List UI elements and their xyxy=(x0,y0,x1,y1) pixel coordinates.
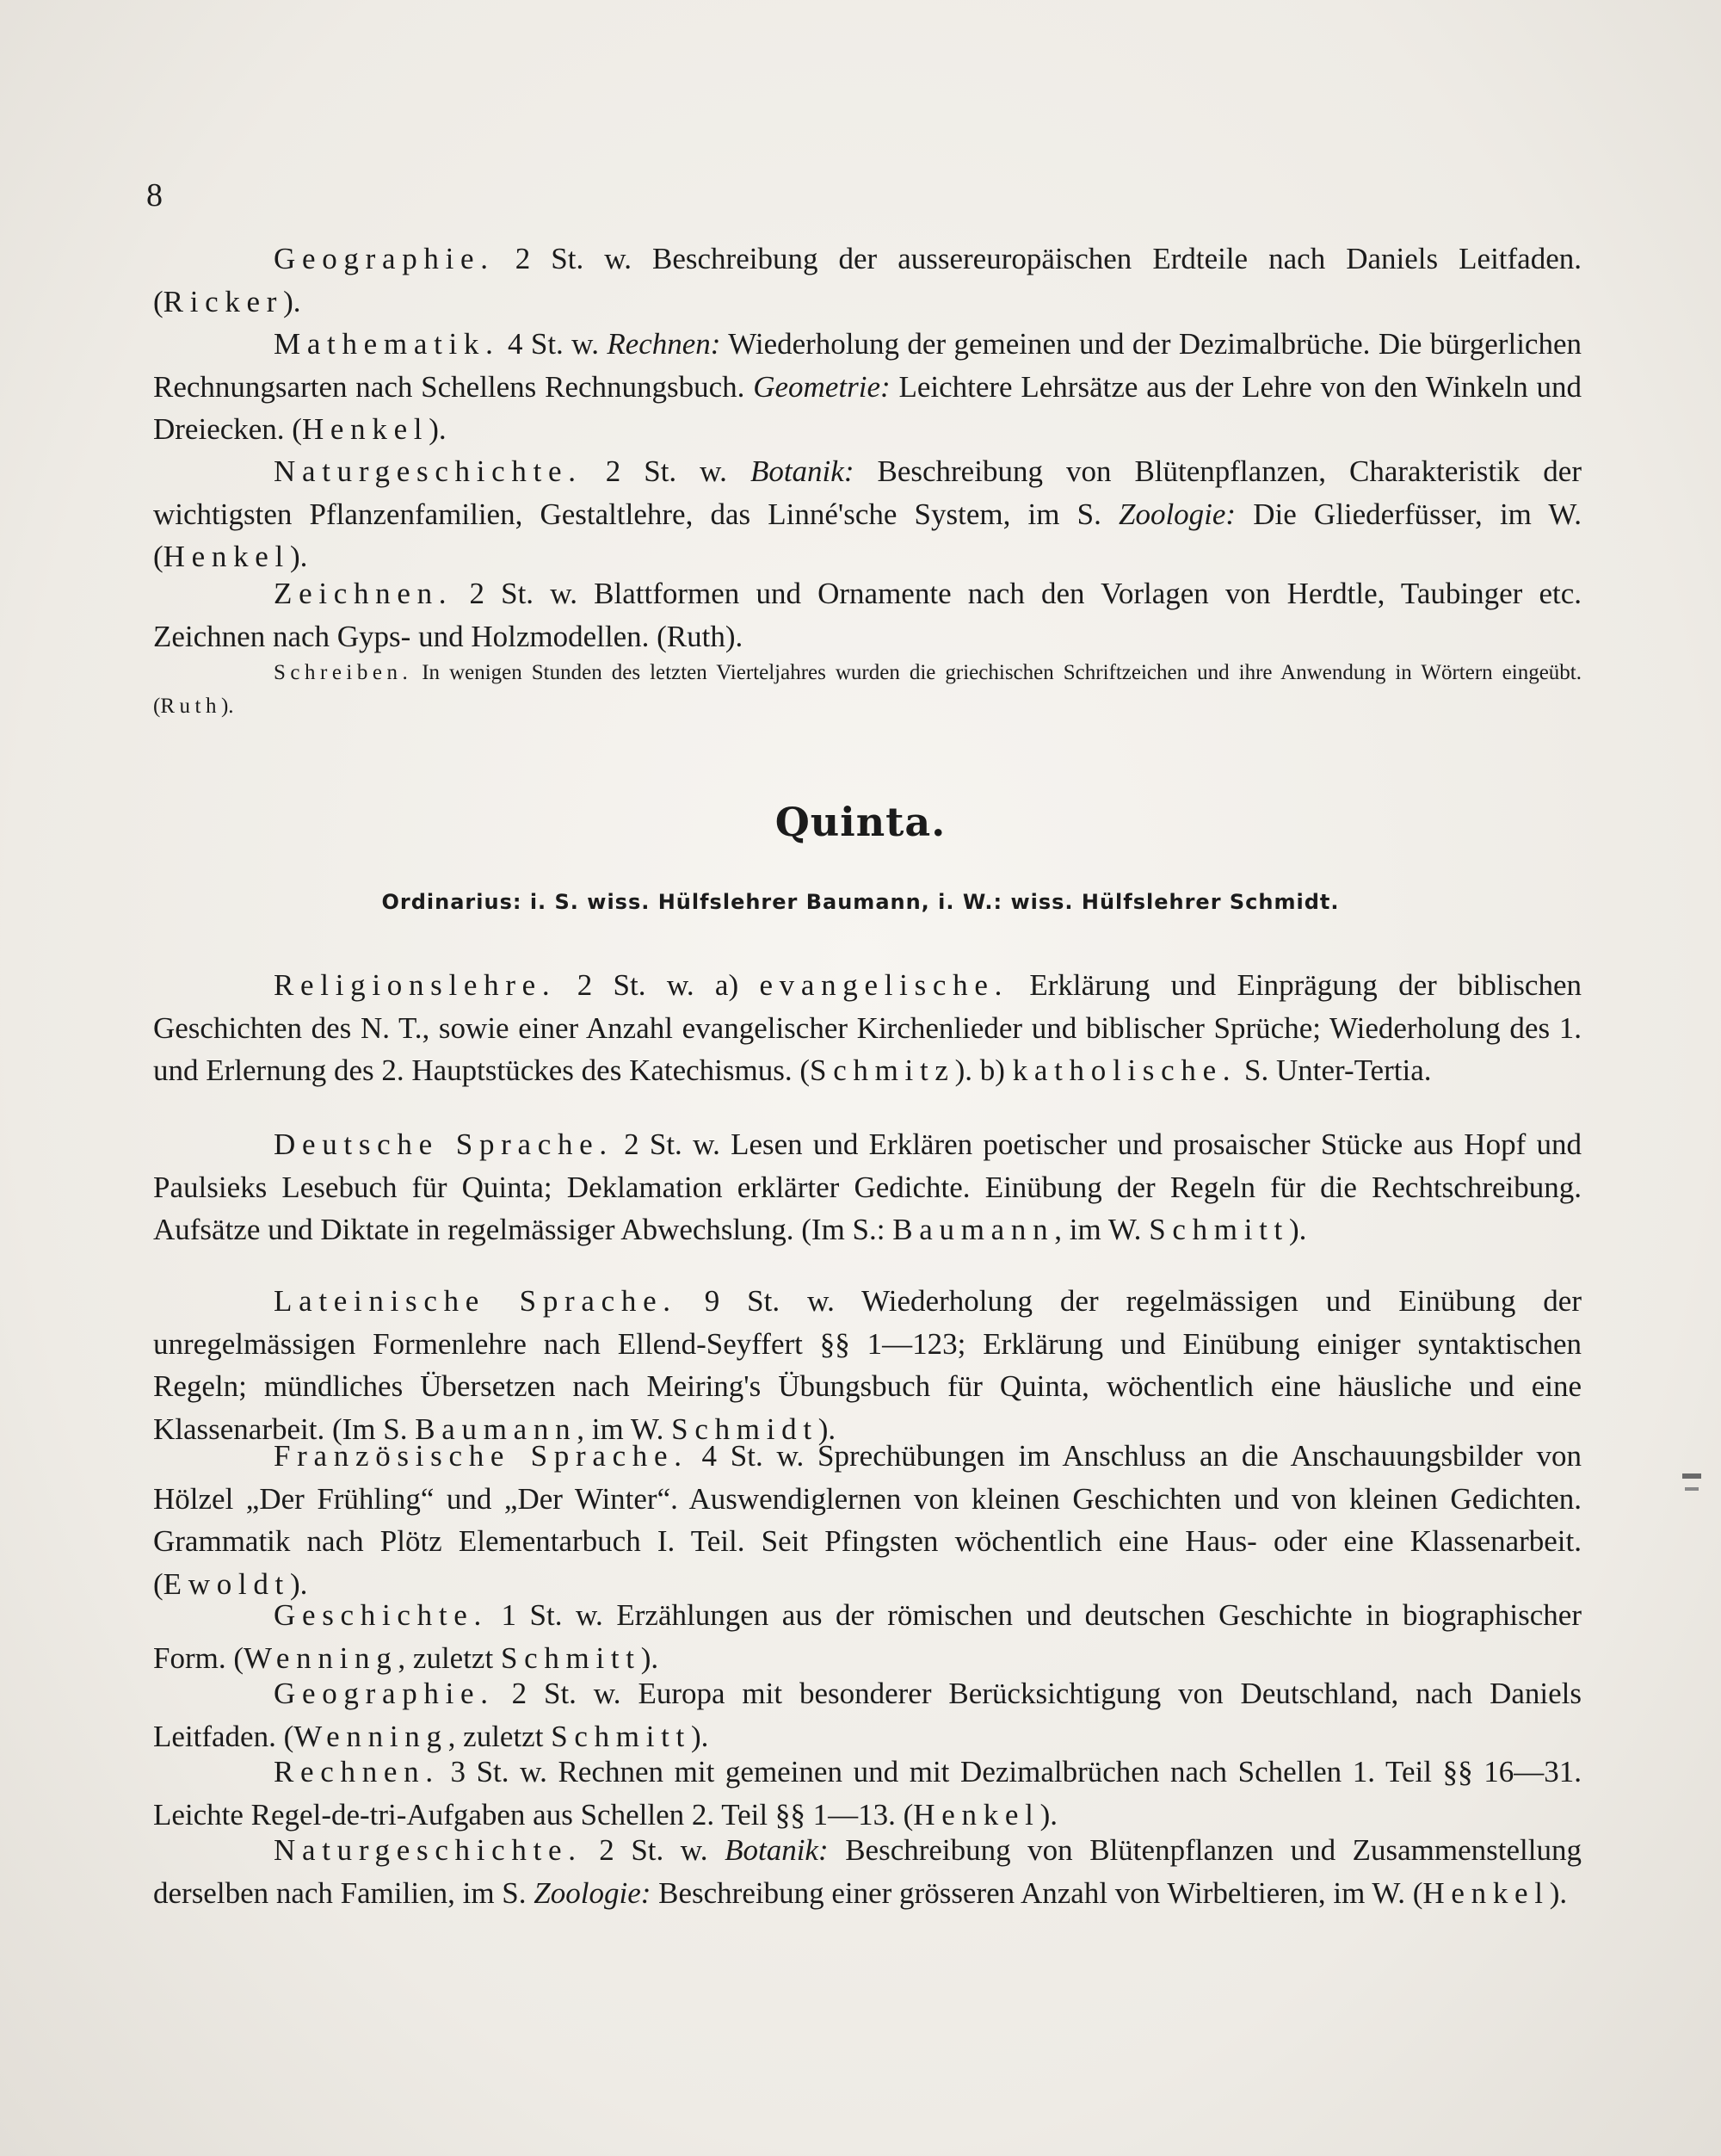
paragraph-text: ). xyxy=(220,695,234,718)
paragraph-text: , zuletzt xyxy=(447,1719,552,1753)
paragraph-text: Beschreibung von Blütenpflanzen und Zusammenstellung derselben nach Familien, im S. xyxy=(153,1833,1582,1910)
paragraph-text: ). xyxy=(289,540,308,573)
subject-heading: Geographie. xyxy=(274,1677,495,1710)
teacher-name: Ruth xyxy=(160,695,221,718)
subject-heading: Naturgeschichte. xyxy=(274,1833,583,1867)
topic-label: Botanik: xyxy=(725,1833,829,1867)
paragraph-mathematik xyxy=(153,323,1582,451)
paragraph-naturgeschichte-quinta xyxy=(153,1829,1582,1914)
teacher-name: Wenning xyxy=(244,1640,398,1675)
paragraph-geographie-upper xyxy=(153,238,1582,323)
teacher-name: Henkel xyxy=(301,412,429,446)
paragraph-zeichnen xyxy=(153,572,1582,658)
subject-heading: Geschichte. xyxy=(274,1598,488,1632)
teacher-name: Henkel xyxy=(1422,1875,1550,1910)
teacher-name: Schmitt xyxy=(500,1640,641,1675)
subject-heading: Zeichnen. xyxy=(274,577,453,610)
subject-heading: Rechnen. xyxy=(274,1755,440,1788)
paragraph-rechnen xyxy=(153,1751,1582,1836)
topic-label: Zoologie: xyxy=(534,1875,651,1910)
page-number: 8 xyxy=(146,177,163,213)
paragraph-religionslehre xyxy=(153,964,1582,1092)
topic-label: Rechnen: xyxy=(607,327,721,361)
subject-heading: Französische Sprache. xyxy=(274,1439,688,1473)
paragraph-geschichte xyxy=(153,1594,1582,1679)
paragraph-text: ). xyxy=(817,1412,836,1446)
teacher-name: Henkel xyxy=(163,540,290,573)
confession-label: evangelische. xyxy=(759,968,1009,1002)
margin-mark xyxy=(1685,1487,1699,1491)
subject-heading: Mathematik. xyxy=(274,327,500,361)
paragraph-schreiben xyxy=(153,656,1582,723)
subject-heading: Naturgeschichte. xyxy=(274,454,583,488)
teacher-name: Schmitt xyxy=(1149,1213,1289,1246)
paragraph-text: 2 St. w. Blattformen und Ornamente nach den Vorlagen von Herdtle, Taubinger etc. Zeichnen nach Gyps- und Holzmodellen. (Ruth). xyxy=(153,577,1582,653)
teacher-name: Schmitz xyxy=(810,1053,955,1087)
confession-label: katholische. xyxy=(1012,1053,1237,1087)
ordinarius-line: Ordinarius: i. S. wiss. Hülfslehrer Baumann, i. W.: wiss. Hülfslehrer Schmidt. xyxy=(381,890,1340,914)
subject-heading: Deutsche Sprache. xyxy=(274,1127,614,1161)
paragraph-text: ). xyxy=(1039,1797,1058,1832)
paragraph-text: 4 St. w. xyxy=(499,327,608,361)
topic-label: Botanik: xyxy=(749,454,854,488)
paragraph-text: 2 St. w. a) xyxy=(556,968,760,1002)
topic-label: Zoologie: xyxy=(1118,497,1237,531)
subject-heading: Lateinische Sprache. xyxy=(274,1284,677,1318)
paragraph-text: ). xyxy=(289,1566,308,1601)
paragraph-text: , im W. xyxy=(577,1412,672,1446)
paragraph-text: Beschreibung von Blütenpflanzen, Charakteristik der wichtigsten Pflanzenfamilien, Gestaltlehre, das Linné'sche System, im S. xyxy=(153,454,1582,531)
paragraph-text: 2 St. w. Europa mit besonderer Berücksichtigung von Deutschland, nach Daniels Leitfaden. ( xyxy=(153,1677,1582,1753)
paragraph-text: ). xyxy=(690,1719,709,1753)
paragraph-text: , zuletzt xyxy=(398,1640,501,1675)
teacher-name: Baumann xyxy=(892,1213,1055,1246)
paragraph-text: 2 St. w. xyxy=(582,454,750,488)
teacher-name: Baumann xyxy=(415,1412,577,1446)
paragraph-text: ). xyxy=(640,1640,659,1675)
paragraph-text: ). xyxy=(1288,1213,1307,1246)
paragraph-text: , im W. xyxy=(1054,1213,1150,1246)
teacher-name: Schmidt xyxy=(671,1412,818,1446)
paragraph-deutsche-sprache xyxy=(153,1123,1582,1251)
paragraph-text: Leichtere Lehrsätze aus der Lehre von den Winkeln und Dreiecken. ( xyxy=(153,369,1582,446)
paragraph-text: 3 St. w. Rechnen mit gemeinen und mit Dezimalbrüchen nach Schellen 1. Teil §§ 16—31. Leichte Regel-de-tri-Aufgaben aus Schellen 2. Teil §§ 1—13. ( xyxy=(153,1755,1582,1832)
paragraph-text: ). xyxy=(429,412,447,446)
margin-mark xyxy=(1682,1473,1701,1479)
paragraph-text: 2 St. w. xyxy=(582,1833,725,1867)
paragraph-text: ). xyxy=(283,284,301,318)
paragraph-geographie-quinta xyxy=(153,1672,1582,1758)
paragraph-text: Erklärung und Einprägung der biblischen Geschichten des N. T., sowie einer Anzahl evangelischer Kirchenlieder und biblischer Sprüche; Wiederholung des 1. und Erlernung des 2. Hauptstückes des Katechismus. ( xyxy=(153,968,1582,1087)
paragraph-text: 2 St. w. Beschreibung der aussereuropäischen Erdteile nach Daniels Leitfaden. ( xyxy=(153,242,1582,318)
paragraph-text: In wenigen Stunden des letzten Vierteljahres wurden die griechischen Schriftzeichen und ihre Anwendung in Wörtern eingeübt. ( xyxy=(153,661,1582,718)
paragraph-text: Die Gliederfüsser, im W. ( xyxy=(153,497,1582,573)
paragraph-text: ). xyxy=(1549,1875,1568,1910)
teacher-name: Wenning xyxy=(293,1719,448,1753)
teacher-name: Henkel xyxy=(913,1797,1040,1832)
section-title: Quinta. xyxy=(774,799,947,845)
paragraph-text: 9 St. w. Wiederholung der regelmässigen und Einübung der unregelmässigen Formenlehre nach Ellend-Seyffert §§ 1—123; Erklärung und Einübung einiger syntaktischen Regeln; mündliches Übersetzen nach Meiring's Übungsbuch für Quinta, wöchentlich eine häusliche und eine Klassenarbeit. (Im S. xyxy=(153,1284,1582,1446)
teacher-name: Schmitt xyxy=(551,1719,691,1753)
teacher-name: Ewoldt xyxy=(163,1566,290,1601)
paragraph-text: 4 St. w. Sprechübungen im Anschluss an die Anschauungsbilder von Hölzel „Der Frühling“ und „Der Winter“. Auswendiglernen von kleinen Geschichten und von kleinen Gedichten. Grammatik nach Plötz Elementarbuch I. Teil. Seit Pfingsten wöchentlich eine Haus- oder eine Klassenarbeit. ( xyxy=(153,1439,1582,1601)
paragraph-text: S. Unter-Tertia. xyxy=(1237,1053,1432,1087)
paragraph-text: 2 St. w. Lesen und Erklären poetischer und prosaischer Stücke aus Hopf und Paulsieks Lesebuch für Quinta; Deklamation erklärter Gedichte. Einübung der Regeln für die Rechtschreibung. Aufsätze und Diktate in regelmässiger Abwechslung. (Im S.: xyxy=(153,1127,1582,1246)
subject-heading: Religionslehre. xyxy=(274,968,557,1002)
topic-label: Geometrie: xyxy=(753,369,891,404)
subject-heading: Schreiben. xyxy=(274,661,413,684)
paragraph-text: Beschreibung einer grösseren Anzahl von Wirbeltieren, im W. ( xyxy=(651,1875,1423,1910)
paragraph-text: Wiederholung der gemeinen und der Dezimalbrüche. Die bürgerlichen Rechnungsarten nach Schellens Rechnungsbuch. xyxy=(153,327,1582,404)
paragraph-lateinische-sprache xyxy=(153,1280,1582,1450)
paragraph-franzoesische-sprache xyxy=(153,1435,1582,1605)
subject-heading: Geographie. xyxy=(274,242,495,275)
paragraph-text: 1 St. w. Erzählungen aus der römischen und deutschen Geschichte in biographischer Form. ( xyxy=(153,1598,1582,1675)
paragraph-text: ). b) xyxy=(954,1053,1013,1087)
teacher-name: Ricker xyxy=(163,284,284,318)
paragraph-naturgeschichte-upper xyxy=(153,450,1582,578)
